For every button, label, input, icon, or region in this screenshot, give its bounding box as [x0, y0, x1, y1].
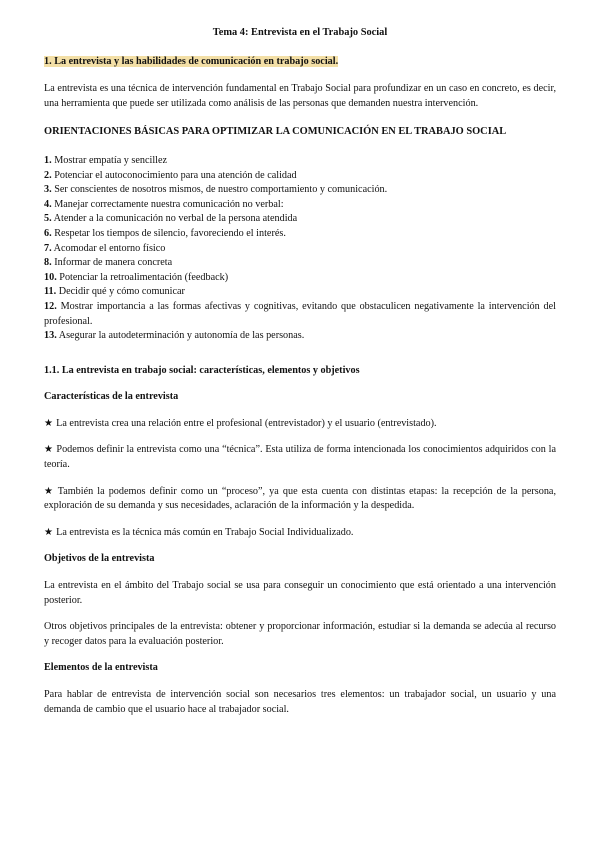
list-item [44, 329, 556, 344]
list-item-text: Potenciar la retroalimentación (feedback) [59, 271, 229, 283]
list-item [44, 256, 556, 271]
elements-paragraph-1: Para hablar de entrevista de intervención social son necesarios tres elementos: un trabajador social, un usuario y una demanda de cambio que el usuario hace al trabajador social. [44, 689, 556, 715]
list-item-text: Mostrar importancia a las formas afectivas y cognitivas, evitando que obstaculicen negativamente la intervención del profesional. [44, 300, 557, 327]
objectives-heading: Objetivos de la entrevista [44, 553, 155, 565]
star-icon: ★ [44, 417, 54, 429]
document-title: Tema 4: Entrevista en el Trabajo Social [212, 27, 388, 38]
list-item-number: 10. [44, 271, 57, 283]
star-icon: ★ [44, 526, 54, 538]
list-item-text: Acomodar el entorno físico [53, 242, 166, 254]
intro-paragraph: La entrevista es una técnica de intervención fundamental en Trabajo Social para profundizar en un caso en concreto, es decir, una herramienta que puede ser utilizada como análisis de las personas que demanden nuestra intervención. [44, 83, 556, 109]
list-item-number: 11. [44, 286, 57, 298]
list-item [44, 183, 556, 198]
list-item-number: 7. [44, 242, 52, 254]
section-1-heading [44, 55, 556, 70]
list-item-text: Atender a la comunicación no verbal de la persona atendida [53, 213, 298, 225]
list-item [44, 169, 556, 184]
list-item-text: Manejar correctamente nuestra comunicación no verbal: [54, 198, 284, 210]
list-item-number: 6. [44, 227, 52, 239]
list-item [44, 227, 556, 242]
orientations-list [44, 154, 556, 344]
objectives-paragraph-1: La entrevista en el ámbito del Trabajo social se usa para conseguir un conocimiento que está orientado a una intervención posterior. [44, 580, 556, 606]
characteristic-item [44, 443, 556, 472]
star-icon: ★ [44, 485, 55, 497]
section-1-heading-text: 1. La entrevista y las habilidades de comunicación en trabajo social. [44, 55, 339, 67]
list-item-text: Mostrar empatía y sencillez [54, 154, 168, 166]
characteristic-text: Podemos definir la entrevista como una “técnica”. Esta utiliza de forma intencionada los conocimientos adquiridos con la teoría. [44, 444, 556, 471]
star-icon: ★ [44, 444, 54, 456]
list-item [44, 300, 556, 329]
list-item-number: 2. [44, 169, 52, 181]
list-item [44, 271, 556, 286]
characteristic-item [44, 526, 556, 541]
list-item-number: 3. [44, 184, 52, 196]
list-item [44, 242, 556, 257]
objectives-paragraph-2: Otros objetivos principales de la entrevista: obtener y proporcionar información, estudiar si la demanda se adecúa al recurso y recoger datos para la evaluación posterior. [44, 621, 556, 647]
characteristic-item [44, 417, 556, 432]
section-1-1-heading: 1.1. La entrevista en trabajo social: características, elementos y objetivos [44, 364, 360, 376]
list-item-number: 13. [44, 330, 57, 342]
characteristic-text: La entrevista es la técnica más común en Trabajo Social Individualizado. [56, 526, 354, 538]
list-item [44, 212, 556, 227]
list-item-text: Asegurar la autodeterminación y autonomía de las personas. [58, 330, 305, 342]
list-item-text: Decidir qué y cómo comunicar [58, 286, 185, 298]
characteristic-text: También la podemos definir como un “proceso”, ya que esta cuenta con distintas etapas: la recepción de la persona, exploración de su demanda y sus necesidades, aclaración de la información y la despedida. [44, 485, 556, 512]
list-item [44, 154, 556, 169]
list-item-number: 8. [44, 257, 52, 269]
list-item-text: Informar de manera concreta [54, 257, 173, 269]
characteristic-text: La entrevista crea una relación entre el profesional (entrevistador) y el usuario (entrevistado). [56, 417, 437, 429]
list-item-number: 5. [44, 213, 52, 225]
list-item [44, 285, 556, 300]
list-item-text: Ser conscientes de nosotros mismos, de nuestro comportamiento y comunicación. [54, 184, 388, 196]
list-item-number: 12. [44, 300, 57, 312]
elements-heading: Elementos de la entrevista [44, 662, 158, 674]
list-item-text: Potenciar el autoconocimiento para una atención de calidad [54, 169, 297, 181]
list-item-number: 1. [44, 154, 52, 166]
list-item-number: 4. [44, 198, 52, 210]
list-item [44, 198, 556, 213]
characteristic-item [44, 485, 556, 514]
list-item-text: Respetar los tiempos de silencio, favoreciendo el interés. [54, 227, 286, 239]
characteristics-heading: Características de la entrevista [44, 391, 179, 403]
orientations-heading: ORIENTACIONES BÁSICAS PARA OPTIMIZAR LA COMUNICACIÓN EN EL TRABAJO SOCIAL [44, 126, 507, 138]
